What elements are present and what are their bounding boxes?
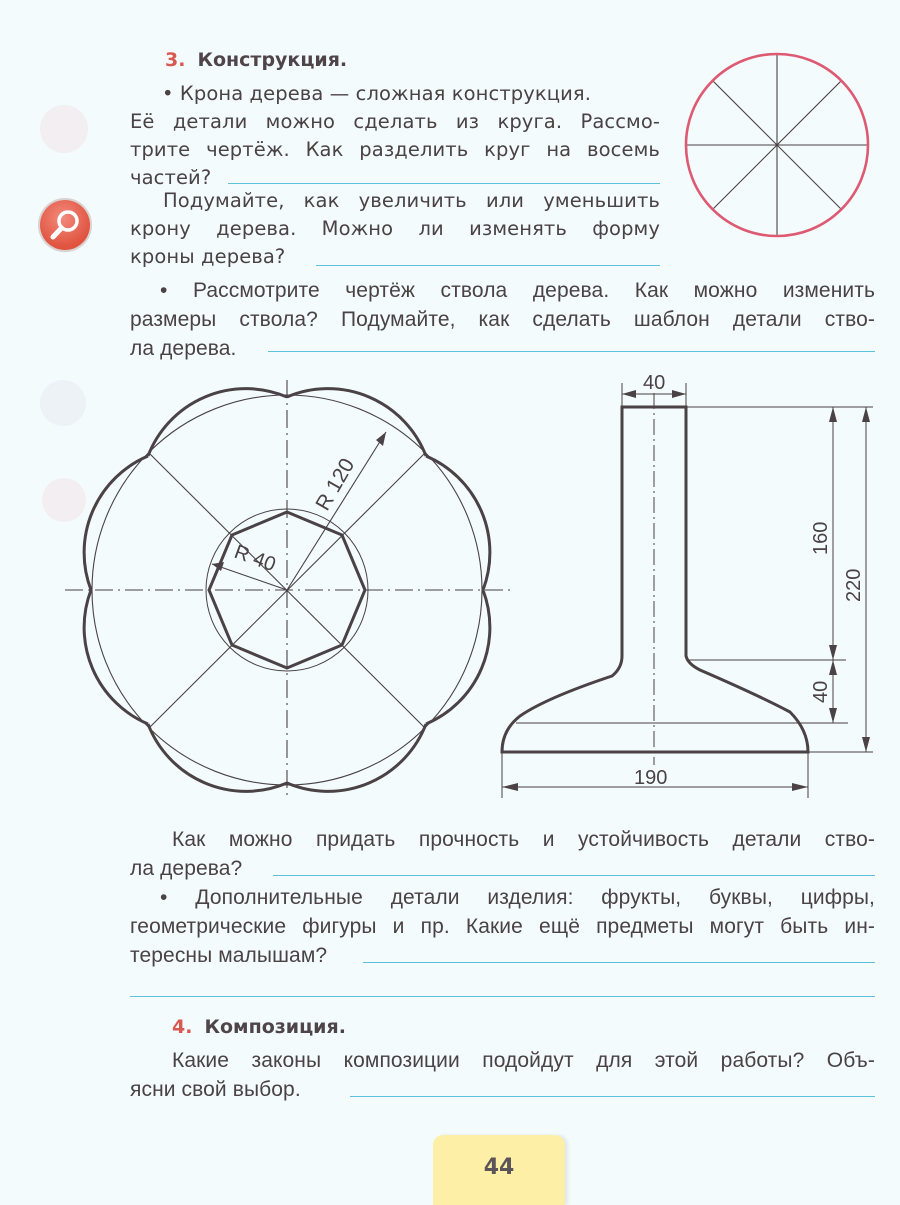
text-line: Её детали можно сделать из круга. Рассмо- [130,110,660,133]
text-line: ла дерева. [130,337,237,360]
total-height-label: 220 [843,568,865,602]
answer-line[interactable] [350,1096,875,1097]
page-number-badge [433,1135,565,1205]
top-width-label: 40 [643,372,666,394]
text-line: тересны малышам? [130,944,328,967]
r120-label: R 120 [311,454,360,515]
answer-line[interactable] [363,962,875,963]
text-line: крону дерева. Можно ли изменять форму [130,217,660,240]
text-line: частей? [130,166,212,189]
text-line: Какие законы композиции подойдут для этой работы? Объ- [172,1049,875,1072]
section-number: 4. [172,1016,193,1038]
text-line: кроны дерева? [130,245,286,268]
base-height-label: 40 [810,680,832,703]
text-line: трите чертёж. Как разделить круг на восемь [130,138,660,161]
text-line: • Рассмотрите чертёж ствола дерева. Как можно изменить [160,279,875,302]
text-line: • Крона дерева — сложная конструкция. [162,82,592,105]
section-number: 3. [165,49,186,71]
base-width-label: 190 [634,767,668,789]
text-line: Подумайте, как увеличить или уменьшить [163,189,660,212]
page-number: 44 [483,1155,515,1180]
text-line: геометрические фигуры и пр. Какие ещё предметы могут быть ин- [130,915,875,938]
section-4-heading [172,1016,346,1038]
text-line: размеры ствола? Подумайте, как сделать шаблон детали ство- [130,308,875,331]
section-title: Композиция. [204,1016,346,1038]
section-title: Конструкция. [197,49,348,71]
paragraph-extra-details [130,883,875,970]
trunk-height-label: 160 [810,521,832,555]
text-line: ясни свой выбор. [130,1078,301,1101]
text-line: ла дерева? [130,857,243,880]
text-line: • Дополнительные детали изделия: фрукты, буквы, цифры, [160,886,875,909]
text-line: Как можно придать прочность и устойчивость детали ство- [172,828,875,851]
r40-label: R 40 [231,541,279,577]
answer-line[interactable] [130,996,875,997]
answer-line[interactable] [273,875,875,876]
